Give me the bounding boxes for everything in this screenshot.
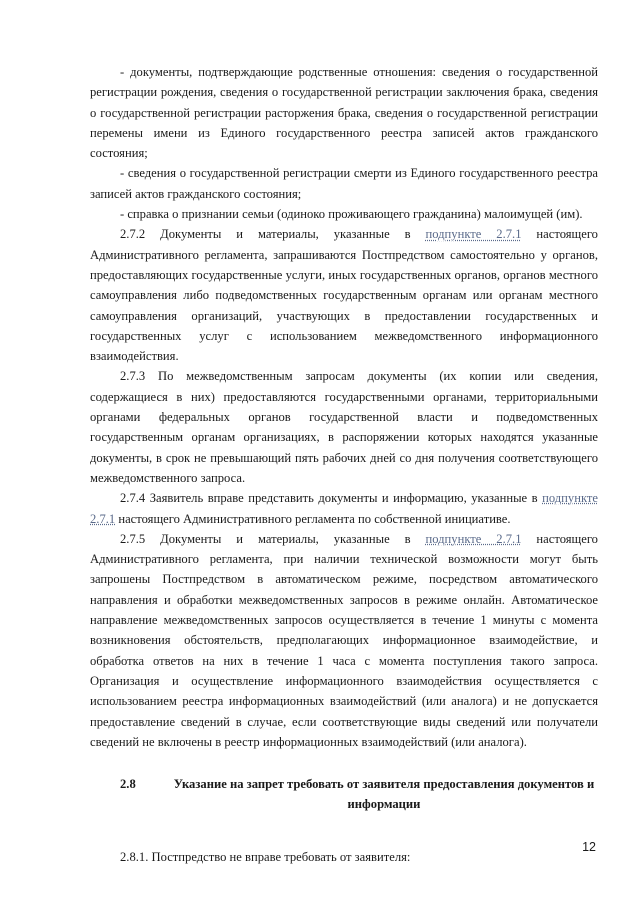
paragraph-2-7-2-text-before: 2.7.2 Документы и материалы, указанные в <box>120 227 426 242</box>
subclause-2-7-1-link[interactable]: подпункте 2.7.1 <box>425 227 522 242</box>
paragraph-related-documents: - документы, подтверждающие родственные отношения: сведения о государственной регистрации рождения, сведения о государственной регистрации заключения брака, сведения о государственной регистрации расторжения брака, сведения о государственной регистрации перемены имени из Единого государственного реестра записей актов гражданского состояния; <box>90 65 598 161</box>
paragraph-2-7-5-text-after: настоящего Административного регламента, при наличии технической возможности могут быть запрошены Постпредством в автоматическом режиме, посредством автоматического направления и обработки межведомственных запросов в режиме онлайн. Автоматическое направление межведомственных запросов осуществляется в течение 1 минуты с момента возникновения обстоятельств, предполагающих информационное взаимодействие, и обработка ответов на них в течение 1 часа с момента поступления такого запроса. Организация и осуществление информационного взаимодействия осуществляется с использованием реестра информационных взаимодействий (или аналога) и не допускается предоставление сведений в случае, если соответствующие виды сведений или получатели сведений не включены в реестр информационных взаимодействий (или аналога). <box>90 531 598 749</box>
subclause-2-7-1-link[interactable]: подпункте 2.7.1 <box>90 491 598 526</box>
subclause-2-7-1-link[interactable]: подпункте 2.7.1 <box>425 531 522 546</box>
paragraph-death-records: - сведения о государственной регистрации смерти из Единого государственного реестра записей актов гражданского состояния; <box>90 166 598 201</box>
paragraph-low-income-certificate: - справка о признании семьи (одиноко проживающего гражданина) малоимущей (им). <box>120 207 583 222</box>
paragraph-2-7-4-text-after: настоящего Административного регламента по собственной инициативе. <box>115 511 511 526</box>
paragraph-2-7-2 <box>90 224 598 366</box>
section-number: 2.8 <box>120 777 136 792</box>
paragraph-2-7-2-text-after: настоящего Административного регламента, запрашиваются Постпредством самостоятельно у органов, предоставляющих государственные услуги, иных государственных органов, органов местного самоуправления либо подведомственных государственным органам или органам местного самоуправления организаций, участвующих в предоставлении государственных и государственных услуг с использованием межведомственного информационного взаимодействия. <box>90 227 598 364</box>
paragraph-2-7-4-text-before: 2.7.4 Заявитель вправе представить документы и информацию, указанные в <box>120 491 543 506</box>
paragraph-2-7-4 <box>90 488 598 529</box>
paragraph-2-7-5 <box>90 529 598 752</box>
paragraph-2-8-1: 2.8.1. Постпредство не вправе требовать от заявителя: <box>120 849 411 864</box>
section-title: Указание на запрет требовать от заявителя предоставления документов и информации <box>173 777 595 812</box>
paragraph-2-7-5-text-before: 2.7.5 Документы и материалы, указанные в <box>120 531 426 546</box>
section-heading <box>90 774 598 815</box>
document-page <box>90 62 598 867</box>
paragraph-2-7-3: 2.7.3 По межведомственным запросам документы (их копии или сведения, содержащиеся в них) предоставляются государственными органами, территориальными органами федеральных органов государственной власти и подведомственных государственным органам организациях, в распоряжении которых находятся указанные документы, в срок не превышающий пять рабочих дней со дня получения соответствующего межведомственного запроса. <box>90 369 598 485</box>
page-number: 12 <box>582 840 596 854</box>
